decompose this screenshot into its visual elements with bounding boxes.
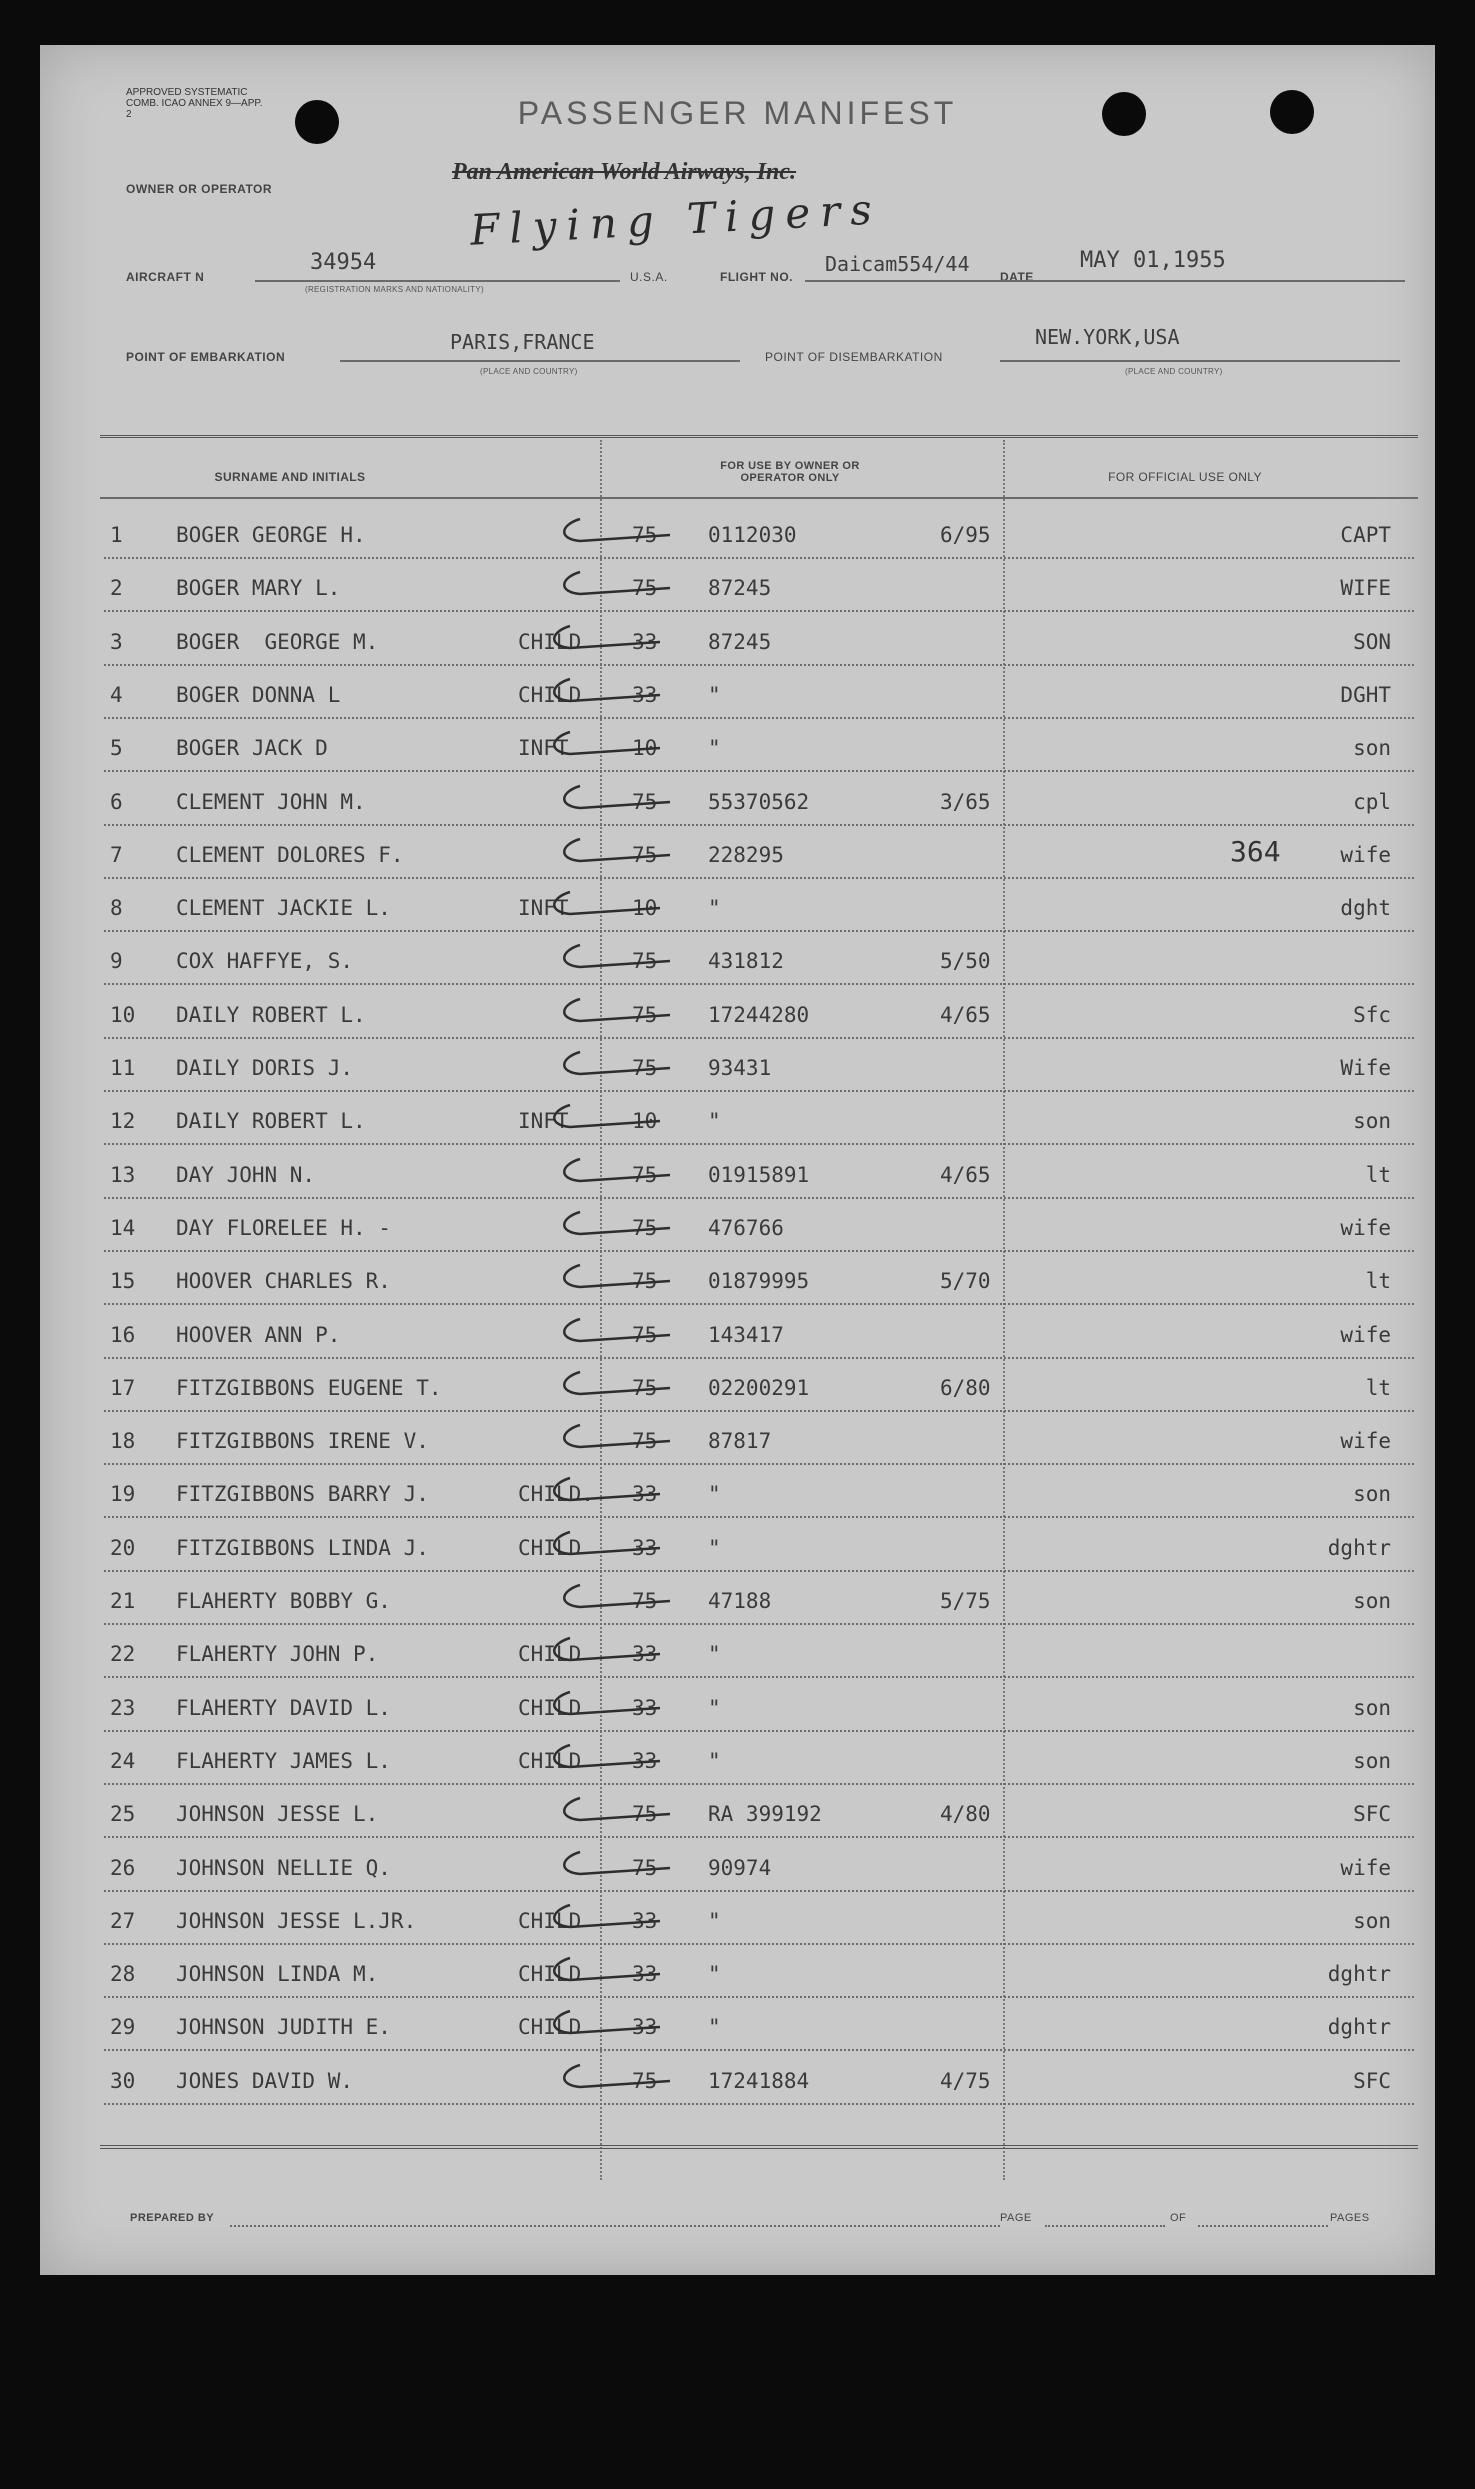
passenger-ref: " [708,2015,721,2040]
passenger-ref: 431812 [708,949,784,974]
passenger-rel: son [1353,1589,1391,1613]
passenger-exp: 4/75 [940,2068,991,2093]
passenger-n: 1 [110,523,123,547]
table-top-rule [100,435,1418,438]
passenger-name: FLAHERTY BOBBY G. [176,1589,391,1613]
passenger-cls: CHILD [518,2015,582,2040]
passenger-ref: " [708,896,721,921]
passenger-n: 13 [110,1162,136,1187]
check-mark-icon [550,780,710,820]
table-row [40,1893,1435,1946]
row-rule [104,770,1414,772]
passenger-n: 22 [110,1642,136,1667]
passenger-rel: son [1353,1109,1391,1134]
passenger-ref: " [708,1908,721,1933]
passenger-rel: SFC [1353,2068,1391,2093]
passenger-rel: son [1353,1908,1391,1933]
passenger-rel: lt [1365,1269,1391,1294]
disembarkation-value: NEW.YORK,USA [1035,325,1180,349]
prepared-by-label: PREPARED BY [130,2212,215,2224]
passenger-name: FITZGIBBONS EUGENE T. [176,1375,442,1400]
row-rule [104,983,1414,985]
aircraft-label: AIRCRAFT N [126,270,205,284]
passenger-ref: " [708,1695,721,1720]
passenger-rel: son [1353,736,1391,761]
check-mark-icon [550,1846,710,1886]
passenger-name: JOHNSON LINDA M. [176,1962,379,1987]
passenger-code: 75 [632,1375,658,1400]
passenger-rel: SON [1353,629,1391,654]
check-mark-icon [550,566,710,606]
table-row [40,560,1435,613]
passenger-code: 75 [632,1322,658,1347]
passenger-code: 75 [632,2068,658,2093]
table-row [40,1680,1435,1733]
check-mark-icon [550,1792,710,1832]
passenger-name: FLAHERTY JAMES L. [176,1748,391,1773]
table-row [40,1413,1435,1466]
passenger-cls: INFT [518,736,569,761]
owner-handwritten: Flying Tigers [468,184,883,255]
passenger-code: 10 [632,1109,658,1134]
passenger-n: 12 [110,1109,136,1134]
row-rule [104,1463,1414,1465]
passenger-rel: CAPT [1340,523,1391,547]
row-rule [104,1090,1414,1092]
passenger-name: DAILY DORIS J. [176,1056,354,1080]
table-row [40,1573,1435,1626]
table-row [40,1360,1435,1413]
passenger-code: 33 [632,1748,658,1773]
passenger-ref: 93431 [708,1056,772,1080]
flight-value: Daicam554/44 [825,252,970,276]
passenger-rel: lt [1365,1375,1391,1400]
passenger-ref: 476766 [708,1215,784,1240]
passenger-cls: CHILD [518,1962,582,1987]
passenger-rel: Wife [1340,1056,1391,1080]
row-rule [104,1303,1414,1305]
passenger-cls: CHILD. [518,1482,594,1507]
passenger-rel: son [1353,1695,1391,1720]
passenger-cls: CHILD [518,629,582,654]
row-rule [104,1037,1414,1039]
passenger-rel: wife [1340,1429,1391,1454]
row-rule [104,1676,1414,1678]
passenger-n: 30 [110,2068,136,2093]
table-row [40,1253,1435,1306]
embarkation-label: POINT OF EMBARKATION [126,350,286,364]
passenger-name: JOHNSON JUDITH E. [176,2015,391,2040]
row-rule [104,930,1414,932]
passenger-rel: wife [1340,842,1391,867]
passenger-n: 21 [110,1589,136,1613]
passenger-rel: dghtr [1327,2015,1391,2040]
passenger-n: 18 [110,1429,136,1454]
row-rule [104,824,1414,826]
check-mark-icon [550,1366,710,1406]
row-rule [104,610,1414,612]
check-mark-icon [550,1579,710,1619]
table-row [40,933,1435,986]
row-rule [104,2049,1414,2051]
passenger-ref: 90974 [708,1855,772,1880]
passenger-name: CLEMENT JACKIE L. [176,896,391,921]
row-rule [104,1570,1414,1572]
check-mark-icon [550,2059,710,2099]
passenger-ref: 87245 [708,576,772,601]
passenger-ref: 17241884 [708,2068,810,2093]
table-row [40,827,1435,880]
passenger-cls: CHILD [518,682,582,707]
passenger-ref: 87817 [708,1429,772,1454]
passenger-name: DAY FLORELEE H. - [176,1215,391,1240]
table-row [40,1466,1435,1519]
passenger-n: 26 [110,1855,136,1880]
passenger-code: 75 [632,523,658,547]
passenger-code: 75 [632,1589,658,1613]
table-row [40,987,1435,1040]
passenger-rel: DGHT [1340,682,1391,707]
passenger-code: 75 [632,1802,658,1827]
passenger-rel: dght [1340,896,1391,921]
row-rule [104,1783,1414,1785]
passenger-code: 33 [632,1642,658,1667]
pages-label: PAGES [1330,2212,1370,2224]
passenger-n: 8 [110,896,123,921]
passenger-name: CLEMENT JOHN M. [176,789,366,814]
table-row [40,1999,1435,2052]
table-row [40,507,1435,560]
passenger-exp: 6/80 [940,1375,991,1400]
passenger-code: 75 [632,1162,658,1187]
row-rule [104,1623,1414,1625]
passenger-code: 33 [632,1962,658,1987]
passenger-n: 24 [110,1748,136,1773]
passenger-rel: SFC [1353,1802,1391,1827]
passenger-cls: INFT [518,1109,569,1134]
passenger-rel: lt [1365,1162,1391,1187]
table-row [40,1840,1435,1893]
passenger-name: JOHNSON JESSE L. [176,1802,379,1827]
passenger-name: JOHNSON NELLIE Q. [176,1855,391,1880]
passenger-ref: 17244280 [708,1002,810,1027]
passenger-exp: 4/65 [940,1162,991,1187]
passenger-name: BOGER GEORGE H. [176,523,366,547]
passenger-name: HOOVER CHARLES R. [176,1269,391,1294]
passenger-name: DAILY ROBERT L. [176,1109,366,1134]
approval-note: APPROVED SYSTEMATIC COMB. ICAO ANNEX 9—APP. 2 [126,87,263,120]
passenger-n: 15 [110,1269,136,1294]
passenger-ref: 02200291 [708,1375,810,1400]
passenger-code: 33 [632,1695,658,1720]
passenger-n: 20 [110,1535,136,1560]
table-row [40,1946,1435,1999]
passenger-code: 33 [632,1908,658,1933]
owner-label: OWNER OR OPERATOR [126,182,273,196]
of-label: OF [1170,2212,1187,2224]
row-rule [104,1730,1414,1732]
passenger-rel: wife [1340,1215,1391,1240]
passenger-n: 27 [110,1908,136,1933]
disembarkation-note: (PLACE AND COUNTRY) [1125,367,1223,376]
row-rule [104,664,1414,666]
passenger-n: 6 [110,789,123,814]
passenger-ref: 55370562 [708,789,810,814]
passenger-rel: son [1353,1482,1391,1507]
passenger-code: 33 [632,1482,658,1507]
table-row [40,720,1435,773]
passenger-rel: WIFE [1340,576,1391,601]
table-bottom-rule [100,2145,1418,2149]
passenger-name: CLEMENT DOLORES F. [176,842,404,867]
passenger-exp: 3/65 [940,789,991,814]
row-rule [104,1836,1414,1838]
passenger-ref: 01879995 [708,1269,810,1294]
row-rule [104,2103,1414,2105]
passenger-code: 75 [632,1855,658,1880]
table-row [40,1626,1435,1679]
passenger-exp: 5/50 [940,949,991,974]
passenger-extra-note: 364 [1230,834,1281,868]
passenger-exp: 5/70 [940,1269,991,1294]
table-row [40,1093,1435,1146]
passenger-cls: CHILD [518,1748,582,1773]
passenger-rel: Sfc [1353,1002,1391,1027]
embarkation-note: (PLACE AND COUNTRY) [480,367,578,376]
passenger-n: 29 [110,2015,136,2040]
column-header-owner: FOR USE BY OWNER OR OPERATOR ONLY [720,460,860,484]
passenger-code: 75 [632,1269,658,1294]
passenger-ref: " [708,1962,721,1987]
usa-label: U.S.A. [630,270,668,284]
check-mark-icon [550,833,710,873]
manifest-sheet [40,45,1435,2275]
passenger-code: 10 [632,896,658,921]
passenger-name: BOGER DONNA L [176,682,341,707]
passenger-n: 16 [110,1322,136,1347]
table-row [40,1147,1435,1200]
passenger-n: 23 [110,1695,136,1720]
check-mark-icon [550,1259,710,1299]
date-value: MAY 01,1955 [1080,248,1226,273]
passenger-n: 7 [110,842,123,867]
passenger-name: FITZGIBBONS LINDA J. [176,1535,429,1560]
passenger-n: 28 [110,1962,136,1987]
passenger-n: 4 [110,682,123,707]
passenger-code: 33 [632,1535,658,1560]
passenger-rel: cpl [1353,789,1391,814]
passenger-code: 75 [632,1056,658,1080]
row-rule [104,717,1414,719]
check-mark-icon [550,1419,710,1459]
table-row [40,1040,1435,1093]
embarkation-value: PARIS,FRANCE [450,330,595,354]
check-mark-icon [550,939,710,979]
row-rule [104,1197,1414,1199]
passenger-ref: 01915891 [708,1162,810,1187]
passenger-code: 75 [632,842,658,867]
flight-label: FLIGHT NO. [720,270,793,284]
passenger-name: JOHNSON JESSE L.JR. [176,1908,417,1933]
passenger-code: 75 [632,789,658,814]
passenger-exp: 4/80 [940,1802,991,1827]
passenger-ref: " [708,682,721,707]
passenger-ref: " [708,1748,721,1773]
check-mark-icon [550,513,710,553]
passenger-n: 10 [110,1002,136,1027]
passenger-name: DAY JOHN N. [176,1162,316,1187]
passenger-n: 3 [110,629,123,654]
passenger-n: 11 [110,1056,136,1080]
passenger-code: 75 [632,1002,658,1027]
passenger-rel: wife [1340,1855,1391,1880]
table-row [40,614,1435,667]
table-row [40,880,1435,933]
passenger-rel: wife [1340,1322,1391,1347]
owner-printed-struck: Pan American World Airways, Inc. [452,159,797,185]
table-row [40,774,1435,827]
passenger-n: 9 [110,949,123,974]
passenger-cls: CHILD [518,1642,582,1667]
row-rule [104,1516,1414,1518]
passenger-ref: 0112030 [708,523,797,547]
table-row [40,1786,1435,1839]
passenger-cls: INFT [518,896,569,921]
passenger-n: 2 [110,576,123,601]
passenger-rel: dghtr [1327,1962,1391,1987]
passenger-name: BOGER MARY L. [176,576,341,601]
passenger-ref: " [708,1482,721,1507]
row-rule [104,1996,1414,1998]
passenger-code: 75 [632,1215,658,1240]
row-rule [104,877,1414,879]
passenger-name: BOGER JACK D [176,736,328,761]
check-mark-icon [550,1153,710,1193]
check-mark-icon [550,1206,710,1246]
passenger-exp: 6/95 [940,523,991,547]
passenger-ref: RA 399192 [708,1802,822,1827]
passenger-ref: 143417 [708,1322,784,1347]
passenger-code: 75 [632,576,658,601]
row-rule [104,1357,1414,1359]
passenger-name: DAILY ROBERT L. [176,1002,366,1027]
row-rule [104,1143,1414,1145]
passenger-code: 75 [632,949,658,974]
passenger-n: 17 [110,1375,136,1400]
passenger-name: BOGER GEORGE M. [176,629,379,654]
passenger-name: JONES DAVID W. [176,2068,354,2093]
form-title: PASSENGER MANIFEST [517,95,958,131]
page-label: PAGE [1000,2212,1032,2224]
check-mark-icon [550,1046,710,1086]
row-rule [104,1890,1414,1892]
passenger-n: 19 [110,1482,136,1507]
passenger-ref: 47188 [708,1589,772,1613]
passenger-cls: CHILD [518,1695,582,1720]
passenger-code: 33 [632,2015,658,2040]
passenger-name: HOOVER ANN P. [176,1322,341,1347]
row-rule [104,557,1414,559]
passenger-code: 33 [632,629,658,654]
table-row [40,1307,1435,1360]
passenger-ref: 228295 [708,842,784,867]
table-row [40,1200,1435,1253]
passenger-name: FITZGIBBONS IRENE V. [176,1429,429,1454]
passenger-n: 14 [110,1215,136,1240]
passenger-exp: 4/65 [940,1002,991,1027]
passenger-name: COX HAFFYE, S. [176,949,354,974]
passenger-code: 10 [632,736,658,761]
passenger-n: 5 [110,736,123,761]
passenger-ref: " [708,1535,721,1560]
row-rule [104,1943,1414,1945]
row-rule [104,1410,1414,1412]
check-mark-icon [550,1313,710,1353]
passenger-n: 25 [110,1802,136,1827]
passenger-rel: dghtr [1327,1535,1391,1560]
passenger-name: FITZGIBBONS BARRY J. [176,1482,429,1507]
disembarkation-label: POINT OF DISEMBARKATION [765,350,943,364]
check-mark-icon [550,993,710,1033]
table-row [40,2053,1435,2106]
passenger-exp: 5/75 [940,1589,991,1613]
passenger-code: 33 [632,682,658,707]
date-label: DATE [1000,270,1034,284]
passenger-ref: " [708,1642,721,1667]
passenger-rel: son [1353,1748,1391,1773]
aircraft-note: (REGISTRATION MARKS AND NATIONALITY) [305,285,484,294]
aircraft-value: 34954 [310,250,377,275]
passenger-ref: 87245 [708,629,772,654]
column-header-official: FOR OFFICIAL USE ONLY [1108,470,1262,484]
table-row [40,1520,1435,1573]
passenger-cls: CHILD [518,1535,582,1560]
passenger-code: 75 [632,1429,658,1454]
passenger-cls: CHILD [518,1908,582,1933]
passenger-name: FLAHERTY JOHN P. [176,1642,379,1667]
passenger-ref: " [708,736,721,761]
row-rule [104,1250,1414,1252]
table-row [40,1733,1435,1786]
passenger-name: FLAHERTY DAVID L. [176,1695,391,1720]
passenger-ref: " [708,1109,721,1134]
table-row [40,667,1435,720]
column-header-surname: SURNAME AND INITIALS [214,470,366,484]
